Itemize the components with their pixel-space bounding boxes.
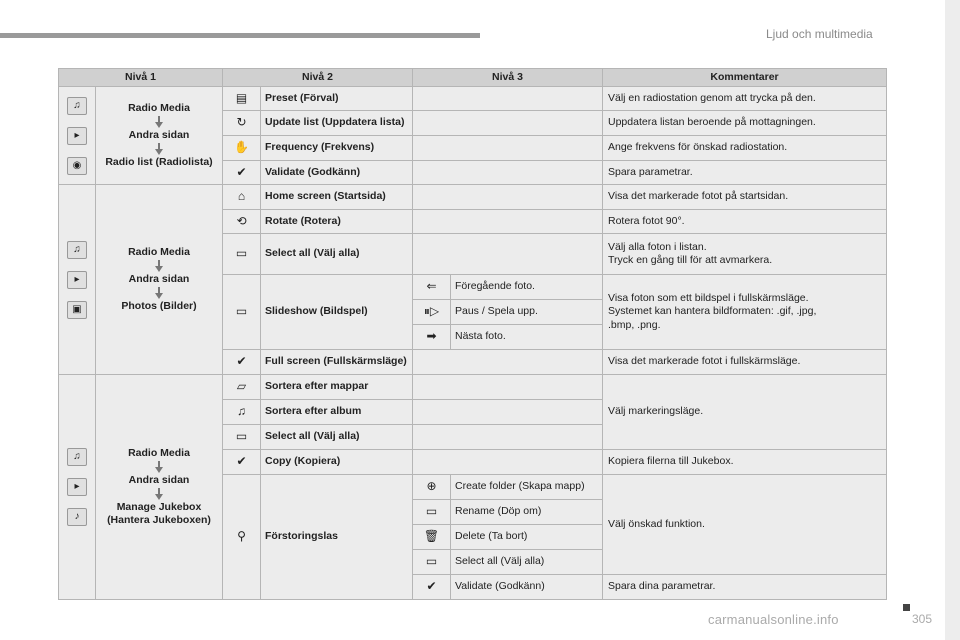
col-header-level3: Nivå 3 xyxy=(413,69,603,87)
comment: Välj en radiostation genom att trycka på den. xyxy=(603,87,887,111)
arrow-down-icon xyxy=(155,260,163,272)
update-list-icon: ↻ xyxy=(223,111,261,136)
level2-label: Preset (Förval) xyxy=(261,87,413,111)
radio-list-icon: ◉ xyxy=(67,157,87,175)
group2-menu-path: Radio Media Andra sidan Photos (Bilder) xyxy=(96,185,223,375)
group1-menu-path: Radio Media Andra sidan Radio list (Radiolista) xyxy=(96,87,223,185)
header-bar xyxy=(0,33,480,38)
watermark: carmanualsonline.info xyxy=(708,612,839,627)
second-page-icon: ▸ xyxy=(67,271,87,289)
level2-label: Select all (Välj alla) xyxy=(261,425,413,450)
radio-media-icon: ♫ xyxy=(67,448,87,466)
comment: Rotera fotot 90°. xyxy=(603,210,887,234)
comment: Välj önskad funktion. xyxy=(603,475,887,575)
comment: Kopiera filerna till Jukebox. xyxy=(603,450,887,475)
level2-label: Validate (Godkänn) xyxy=(261,161,413,185)
level3-label: Rename (Döp om) xyxy=(451,500,603,525)
arrow-down-icon xyxy=(155,461,163,473)
comment: Spara dina parametrar. xyxy=(603,575,887,600)
radio-media-icon: ♫ xyxy=(67,97,87,115)
select-all-icon: ▭ xyxy=(413,550,451,575)
second-page-icon: ▸ xyxy=(67,127,87,145)
comment: Visa det markerade fotot på startsidan. xyxy=(603,185,887,210)
arrow-down-icon xyxy=(155,116,163,128)
group2-icons xyxy=(59,185,96,375)
level2-label: Sortera efter mappar xyxy=(261,375,413,400)
table-row xyxy=(59,375,887,400)
comment: Välj markeringsläge. xyxy=(603,375,887,450)
level2-label: Förstoringslas xyxy=(261,475,413,600)
arrow-down-icon xyxy=(155,287,163,299)
slideshow-icon: ▭ xyxy=(223,275,261,350)
col-header-level1: Nivå 1 xyxy=(59,69,223,87)
photos-icon: ▣ xyxy=(67,301,87,319)
next-icon: ➡ xyxy=(413,325,451,350)
col-header-level2: Nivå 2 xyxy=(223,69,413,87)
previous-icon: ⇐ xyxy=(413,275,451,300)
comment: Ange frekvens för önskad radiostation. xyxy=(603,136,887,161)
level3-label: Create folder (Skapa mapp) xyxy=(451,475,603,500)
comment: Välj alla foton i listan. Tryck en gång till för att avmarkera. xyxy=(603,234,887,275)
level2-label: Sortera efter album xyxy=(261,400,413,425)
level2-label: Rotate (Rotera) xyxy=(261,210,413,234)
level2-label: Copy (Kopiera) xyxy=(261,450,413,475)
checkmark-icon: ✔ xyxy=(223,350,261,375)
comment: Spara parametrar. xyxy=(603,161,887,185)
arrow-down-icon xyxy=(155,488,163,500)
magnifier-icon: ⚲ xyxy=(223,475,261,600)
group1-icons xyxy=(59,87,96,185)
pause-play-icon: ⏸▷ xyxy=(413,300,451,325)
table-row xyxy=(59,87,887,111)
checkmark-icon: ✔ xyxy=(413,575,451,600)
comment: Uppdatera listan beroende på mottagningen. xyxy=(603,111,887,136)
create-folder-icon: ⊕ xyxy=(413,475,451,500)
table-row xyxy=(59,185,887,210)
folder-sort-icon: ▱ xyxy=(223,375,261,400)
frequency-icon: ✋ xyxy=(223,136,261,161)
comment: Visa foton som ett bildspel i fullskärmsläge. Systemet kan hantera bildformaten: .gif, .jpg, .bmp, .png. xyxy=(603,275,887,350)
radio-media-icon: ♫ xyxy=(67,241,87,259)
group3-menu-path: Radio Media Andra sidan Manage Jukebox (Hantera Jukeboxen) xyxy=(96,375,223,600)
level2-label: Home screen (Startsida) xyxy=(261,185,413,210)
menu-table xyxy=(58,68,887,600)
end-marker xyxy=(903,604,910,611)
checkmark-icon: ✔ xyxy=(223,161,261,185)
level3-label: Nästa foto. xyxy=(451,325,603,350)
level3-label: Paus / Spela upp. xyxy=(451,300,603,325)
second-page-icon: ▸ xyxy=(67,478,87,496)
checkmark-icon: ✔ xyxy=(223,450,261,475)
preset-icon: ▤ xyxy=(223,87,261,111)
page-number: 305 xyxy=(912,612,933,626)
section-title: Ljud och multimedia xyxy=(766,27,873,41)
level3-label: Delete (Ta bort) xyxy=(451,525,603,550)
level2-label: Update list (Uppdatera lista) xyxy=(261,111,413,136)
group3-icons xyxy=(59,375,96,600)
arrow-down-icon xyxy=(155,143,163,155)
home-screen-icon: ⌂ xyxy=(223,185,261,210)
page-edge-strip xyxy=(945,0,960,640)
comment: Visa det markerade fotot i fullskärmsläge. xyxy=(603,350,887,375)
rotate-icon: ⟲ xyxy=(223,210,261,234)
trash-icon: 🗑 xyxy=(413,525,451,550)
level3-label: Föregående foto. xyxy=(451,275,603,300)
level2-label: Frequency (Frekvens) xyxy=(261,136,413,161)
table-header-row xyxy=(59,69,887,87)
col-header-comments: Kommentarer xyxy=(603,69,887,87)
level2-label: Full screen (Fullskärmsläge) xyxy=(261,350,413,375)
select-all-icon: ▭ xyxy=(223,234,261,275)
level2-label: Select all (Välj alla) xyxy=(261,234,413,275)
select-all-icon: ▭ xyxy=(223,425,261,450)
level2-label: Slideshow (Bildspel) xyxy=(261,275,413,350)
rename-icon: ▭ xyxy=(413,500,451,525)
level3-label: Select all (Välj alla) xyxy=(451,550,603,575)
album-sort-icon: ♫ xyxy=(223,400,261,425)
jukebox-icon: ♪ xyxy=(67,508,87,526)
level3-label: Validate (Godkänn) xyxy=(451,575,603,600)
